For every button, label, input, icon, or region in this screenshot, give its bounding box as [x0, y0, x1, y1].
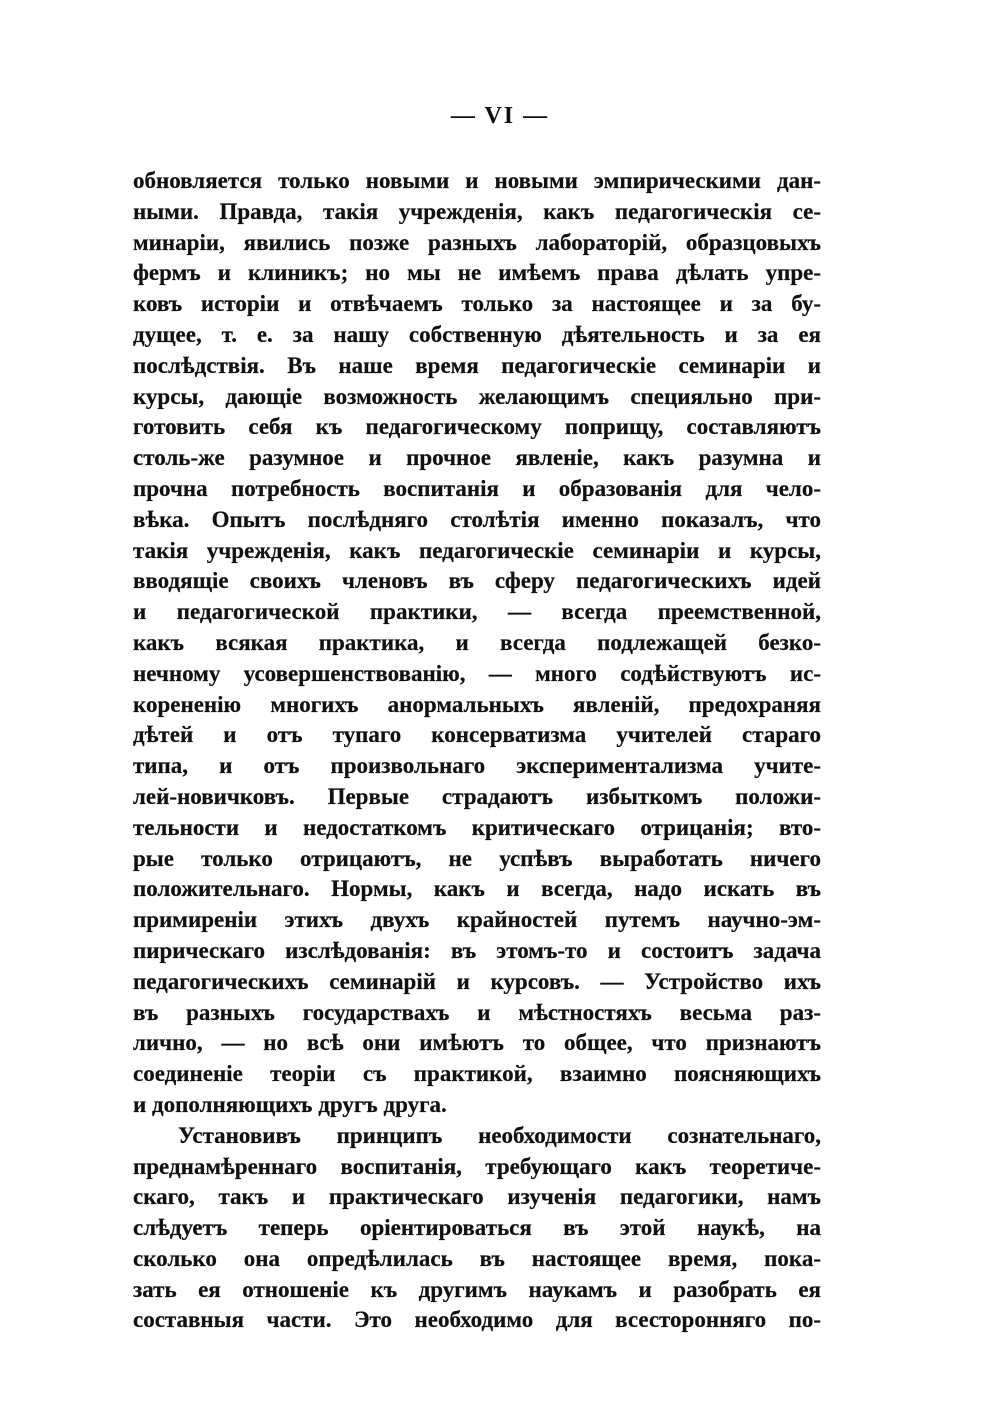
page-number-header: — VI —	[450, 103, 550, 129]
text-line: скаго, такъ и практическаго изученія педагогики, намъ	[133, 1184, 821, 1210]
text-line: составныя части. Это необходимо для всесторонняго по-	[133, 1307, 821, 1333]
page-body-text	[133, 166, 821, 1336]
text-line: вводящіе своихъ членовъ въ сферу педагогическихъ идей	[133, 568, 821, 594]
text-line: пирическаго изслѣдованія: въ этомъ-то и состоитъ задача	[133, 937, 821, 963]
text-line: столь-же разумное и прочное явленіе, какъ разумна и	[133, 445, 821, 471]
text-line: типа, и отъ произвольнаго экспериментализма учите-	[133, 753, 821, 779]
text-line: педагогическихъ семинарій и курсовъ. — Устройство ихъ	[133, 968, 821, 994]
text-line: слѣдуетъ теперь оріентироваться въ этой наукѣ, на	[133, 1215, 821, 1241]
text-line: курсы, дающіе возможность желающимъ специяльно при-	[133, 383, 821, 409]
text-line: зать ея отношеніе къ другимъ наукамъ и разобрать ея	[133, 1276, 821, 1302]
text-line: ковъ исторіи и отвѣчаемъ только за настоящее и за бу-	[133, 291, 821, 317]
text-line: Установивъ принципъ необходимости сознательнаго,	[178, 1122, 821, 1148]
text-line: обновляется только новыми и новыми эмпирическими дан-	[133, 168, 821, 193]
text-line: сколько она опредѣлилась въ настоящее время, пока-	[133, 1245, 821, 1271]
text-line: послѣдствія. Въ наше время педагогическіе семинаріи и	[133, 352, 821, 378]
text-line: въ разныхъ государствахъ и мѣстностяхъ весьма раз-	[133, 999, 821, 1025]
text-line: преднамѣреннаго воспитанія, требующаго какъ теоретиче-	[133, 1153, 821, 1179]
text-line: тельности и недостаткомъ критическаго отрицанія; вто-	[133, 814, 821, 840]
text-line: такія учрежденія, какъ педагогическіе семинаріи и курсы,	[133, 537, 821, 563]
text-line: прочна потребность воспитанія и образованія для чело-	[133, 475, 821, 501]
text-line: и педагогической практики, — всегда преемственной,	[133, 599, 821, 625]
text-line: корененію многихъ анормальныхъ явленій, предохраняя	[133, 691, 821, 717]
text-line: фермъ и клиникъ; но мы не имѣемъ права дѣлать упре-	[133, 260, 821, 286]
text-line: положительнаго. Нормы, какъ и всегда, надо искать въ	[133, 876, 821, 902]
text-line: соединеніе теоріи съ практикой, взаимно поясняющихъ	[133, 1061, 821, 1087]
text-line: рые только отрицаютъ, не успѣвъ выработать ничего	[133, 845, 821, 871]
text-line: лично, — но всѣ они имѣютъ то общее, что признаютъ	[133, 1030, 821, 1056]
text-line: минаріи, явились позже разныхъ лабораторій, образцовыхъ	[133, 229, 821, 255]
text-line: лей-новичковъ. Первые страдаютъ избыткомъ положи-	[133, 783, 821, 809]
text-line: дѣтей и отъ тупаго консерватизма учителей стараго	[133, 722, 821, 748]
text-line: примиреніи этихъ двухъ крайностей путемъ научно-эм-	[133, 907, 821, 933]
text-line: готовить себя къ педагогическому поприщу, составляютъ	[133, 414, 821, 440]
text-line: нечному усовершенствованію, — много содѣйствуютъ ис-	[133, 660, 821, 686]
text-line: какъ всякая практика, и всегда подлежащей безко-	[133, 629, 821, 655]
text-line: дущее, т. е. за нашу собственную дѣятельность и за ея	[133, 321, 821, 347]
text-line: ными. Правда, такія учрежденія, какъ педагогическія се-	[133, 198, 821, 224]
text-line: вѣка. Опытъ послѣдняго столѣтія именно показалъ, что	[133, 506, 821, 532]
text-line: и дополняющихъ другъ друга.	[133, 1091, 447, 1117]
